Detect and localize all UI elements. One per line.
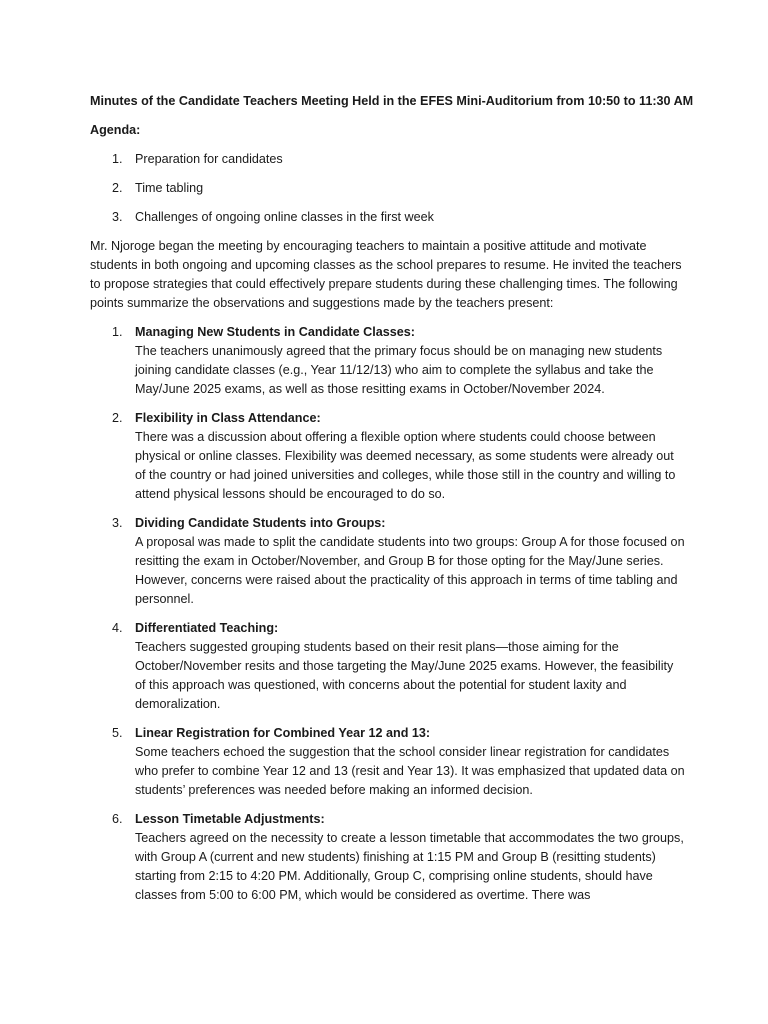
discussion-points-list (90, 323, 686, 905)
point-body: The teachers unanimously agreed that the primary focus should be on managing new students joining candidate classes (e.g., Year 11/12/13) who aim to complete the syllabus and take the May/June 2025 exams, as well as those resitting exams in October/November 2024. (135, 344, 663, 396)
agenda-item (90, 150, 686, 169)
discussion-point (90, 323, 686, 399)
point-number: 5. (112, 726, 123, 740)
agenda-item-number: 3. (112, 210, 123, 224)
discussion-point (90, 810, 686, 905)
document-page (90, 92, 694, 915)
document-title: Minutes of the Candidate Teachers Meeting Held in the EFES Mini-Auditorium from 10:50 to 11:30 AM (90, 94, 694, 108)
point-body: A proposal was made to split the candidate students into two groups: Group A for those focused on resitting the exam in October/November, and Group B for those opting for the May/June series. However, concerns were raised about the practicality of this approach in terms of time tabling and personnel. (135, 535, 685, 606)
point-heading: Differentiated Teaching: (135, 621, 279, 635)
discussion-point (90, 724, 686, 800)
discussion-point (90, 619, 686, 714)
point-number: 2. (112, 411, 123, 425)
agenda-item-text: Challenges of ongoing online classes in the first week (135, 210, 434, 224)
point-number: 6. (112, 812, 123, 826)
agenda-list (90, 150, 686, 227)
point-heading: Managing New Students in Candidate Classes: (135, 325, 415, 339)
point-number: 4. (112, 621, 123, 635)
point-number: 3. (112, 516, 123, 530)
point-body: Teachers suggested grouping students based on their resit plans—those aiming for the October/November resits and those targeting the May/June 2025 exams. However, the feasibility of this approach was questioned, with concerns about the potential for student laxity and demoralization. (135, 640, 674, 711)
agenda-item-text: Time tabling (135, 181, 204, 195)
agenda-item (90, 208, 686, 227)
point-body: Teachers agreed on the necessity to create a lesson timetable that accommodates the two groups, with Group A (current and new students) finishing at 1:15 PM and Group B (resitting students) starting from 2:15 to 4:20 PM. Additionally, Group C, comprising online students, should have classes from 5:00 to 6:00 PM, which would be considered as overtime. There was (135, 831, 684, 902)
discussion-point (90, 409, 686, 504)
discussion-point (90, 514, 686, 609)
point-heading: Flexibility in Class Attendance: (135, 411, 321, 425)
point-heading: Lesson Timetable Adjustments: (135, 812, 325, 826)
agenda-item-number: 2. (112, 181, 123, 195)
point-number: 1. (112, 325, 123, 339)
agenda-item (90, 179, 686, 198)
agenda-item-number: 1. (112, 152, 123, 166)
intro-paragraph: Mr. Njoroge began the meeting by encouraging teachers to maintain a positive attitude and motivate students in both ongoing and upcoming classes as the school prepares to resume. He invited the teachers to propose strategies that could effectively prepare students during these challenging times. The following points summarize the observations and suggestions made by the teachers present: (90, 239, 682, 310)
point-body: Some teachers echoed the suggestion that the school consider linear registration for candidates who prefer to combine Year 12 and 13 (resit and Year 13). It was emphasized that updated data on students’ preferences was needed before making an informed decision. (135, 745, 685, 797)
point-heading: Dividing Candidate Students into Groups: (135, 516, 386, 530)
point-heading: Linear Registration for Combined Year 12 and 13: (135, 726, 431, 740)
agenda-item-text: Preparation for candidates (135, 152, 283, 166)
point-body: There was a discussion about offering a flexible option where students could choose between physical or online classes. Flexibility was deemed necessary, as some students were already out of the country or had joined universities and colleges, while those still in the country and willing to attend physical lessons should be encouraged to do so. (135, 430, 676, 501)
agenda-heading: Agenda: (90, 123, 141, 137)
